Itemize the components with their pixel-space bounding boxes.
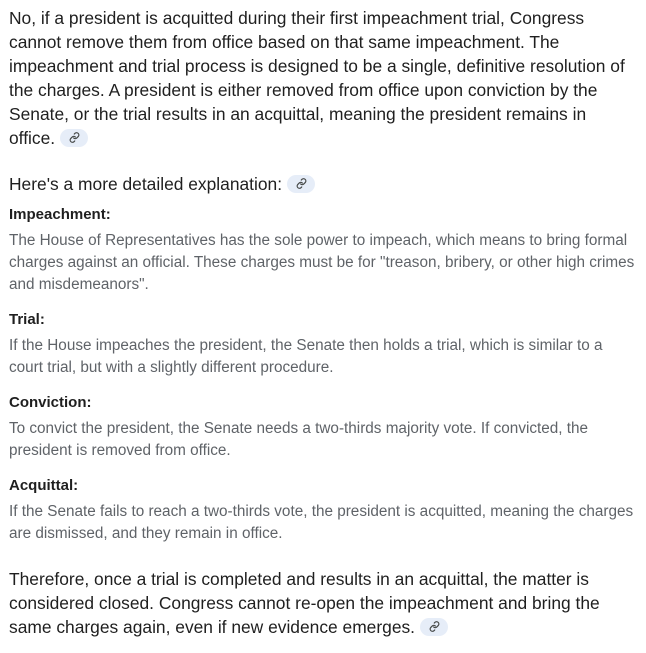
link-icon bbox=[296, 178, 307, 189]
explanation-heading-text: Here's a more detailed explanation: bbox=[9, 174, 283, 194]
term-description: If the Senate fails to reach a two-thirds vote, the president is acquitted, meaning the charges are dismissed, and they remain in office. bbox=[9, 503, 634, 542]
conclusion-text: Therefore, once a trial is completed and results in an acquittal, the matter is considered closed. Congress cannot re-open the impeachment and bring the same charges again, even if new evidence emerges. bbox=[9, 569, 600, 637]
term-impeachment bbox=[9, 205, 637, 296]
term-title: Impeachment: bbox=[9, 206, 111, 223]
term-title: Trial: bbox=[9, 311, 45, 328]
intro-paragraph bbox=[9, 6, 637, 150]
link-icon bbox=[69, 132, 80, 143]
term-trial bbox=[9, 310, 637, 379]
link-icon bbox=[429, 621, 440, 632]
term-title: Conviction: bbox=[9, 394, 92, 411]
term-acquittal bbox=[9, 476, 637, 545]
term-description: If the House impeaches the president, the Senate then holds a trial, which is similar to a court trial, but with a slightly different procedure. bbox=[9, 337, 603, 376]
source-link-chip[interactable] bbox=[420, 618, 448, 636]
term-description: To convict the president, the Senate needs a two-thirds majority vote. If convicted, the president is removed from office. bbox=[9, 420, 589, 459]
source-link-chip[interactable] bbox=[60, 129, 88, 147]
conclusion-paragraph bbox=[9, 567, 637, 639]
term-conviction bbox=[9, 393, 637, 462]
term-description: The House of Representatives has the sole power to impeach, which means to bring formal charges against an official. These charges must be for "treason, bribery, or other high crimes and misdemeanors". bbox=[9, 232, 635, 293]
term-title: Acquittal: bbox=[9, 477, 79, 494]
intro-text: No, if a president is acquitted during their first impeachment trial, Congress cannot remove them from office based on that same impeachment. The impeachment and trial process is designed to be a single, definitive resolution of the charges. A president is either removed from office upon conviction by the Senate, or the trial results in an acquittal, meaning the president remains in office. bbox=[9, 8, 625, 148]
explanation-heading bbox=[9, 172, 637, 196]
source-link-chip[interactable] bbox=[287, 175, 315, 193]
